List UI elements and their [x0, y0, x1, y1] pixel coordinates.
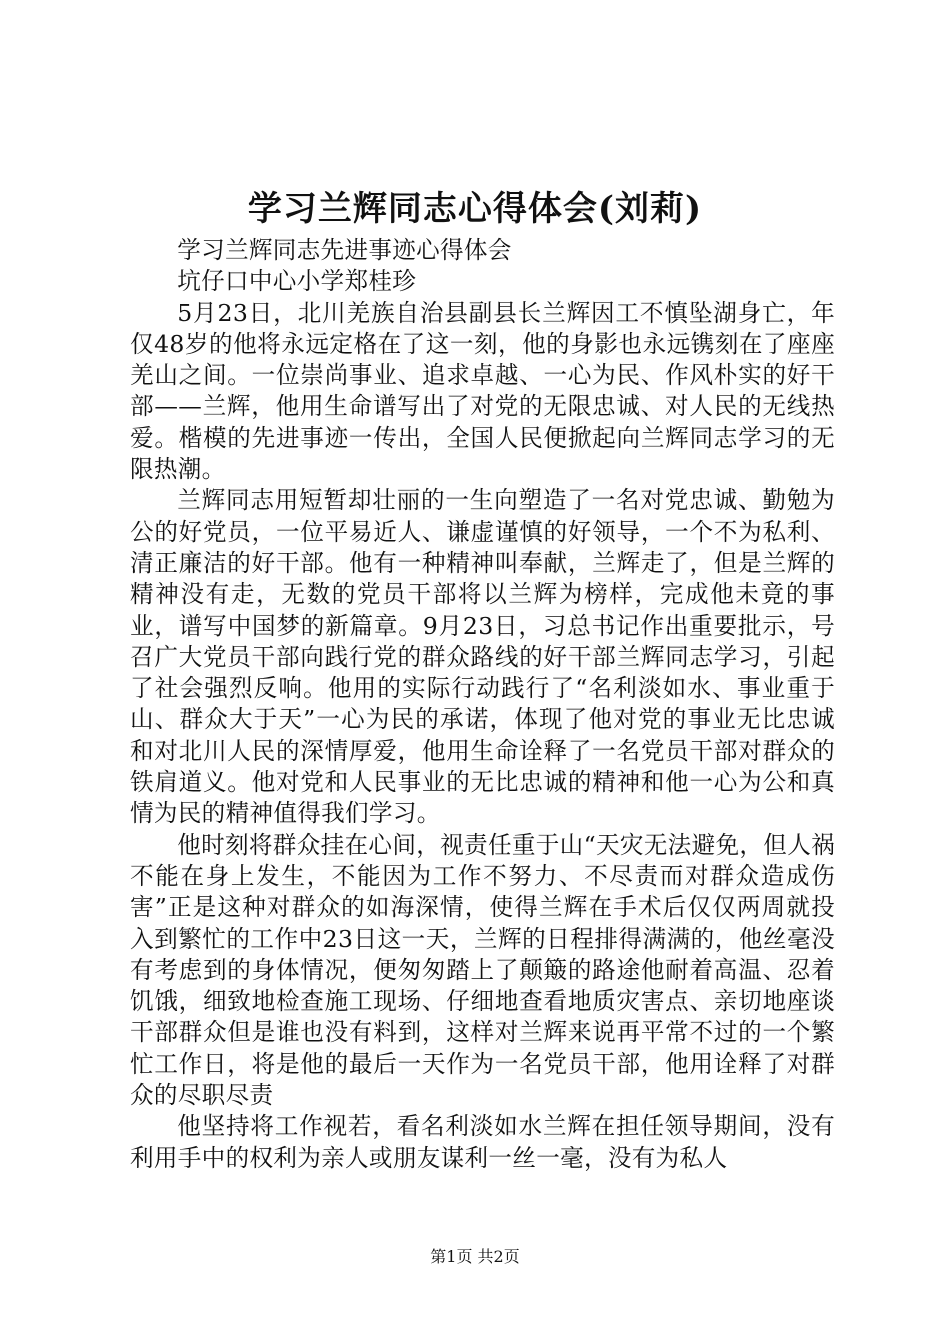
body-paragraph: 他时刻将群众挂在心间，视责任重于山“天灾无法避免，但人祸不能在身上发生，不能因为工作不努力、不尽责而对群众造成伤害”正是这种对群众的如海深情，使得兰辉在手术后仅仅两周就投入到繁忙的工作中23日这一天，兰辉的日程排得满满的，他丝毫没有考虑到的身体情况，便匆匆踏上了颠簸的路途他耐着高温、忍着饥饿，细致地检查施工现场、仔细地查看地质灾害点、亲切地座谈干部群众但是谁也没有料到，这样对兰辉来说再平常不过的一个繁忙工作日，将是他的最后一天作为一名党员干部，他用诠释了对群众的尽职尽责 [130, 830, 835, 1110]
document-title: 学习兰辉同志心得体会(刘莉) [247, 189, 703, 229]
document-body [130, 235, 835, 1174]
body-paragraph: 5月23日，北川羌族自治县副县长兰辉因工不慎坠湖身亡，年仅48岁的他将永远定格在了这一刻，他的身影也永远镌刻在了座座羌山之间。一位崇尚事业、追求卓越、一心为民、作风朴实的好干部——兰辉，他用生命谱写出了对党的无限忠诚、对人民的无线热爱。楷模的先进事迹一传出，全国人民便掀起向兰辉同志学习的无限热潮。 [130, 298, 835, 484]
page-number-footer: 第1页 共2页 [430, 1247, 520, 1266]
subtitle-paragraph: 学习兰辉同志先进事迹心得体会 [177, 236, 512, 264]
author-paragraph: 坑仔口中心小学郑桂珍 [177, 267, 417, 296]
body-paragraph: 他坚持将工作视若，看名利淡如水兰辉在担任领导期间，没有利用手中的权利为亲人或朋友谋利一丝一毫，没有为私人 [130, 1112, 835, 1172]
body-paragraph: 兰辉同志用短暂却壮丽的一生向塑造了一名对党忠诚、勤勉为公的好党员，一位平易近人、谦虚谨慎的好领导，一个不为私利、清正廉洁的好干部。他有一种精神叫奉献，兰辉走了，但是兰辉的精神没有走，无数的党员干部将以兰辉为榜样，完成他未竟的事业，谱写中国梦的新篇章。9月23日，习总书记作出重要批示，号召广大党员干部向践行党的群众路线的好干部兰辉同志学习，引起了社会强烈反响。他用的实际行动践行了“名利淡如水、事业重于山、群众大于天”一心为民的承诺，体现了他对党的事业无比忠诚和对北川人民的深情厚爱，他用生命诠释了一名党员干部对群众的铁肩道义。他对党和人民事业的无比忠诚的精神和他一心为公和真情为民的精神值得我们学习。 [130, 486, 835, 828]
